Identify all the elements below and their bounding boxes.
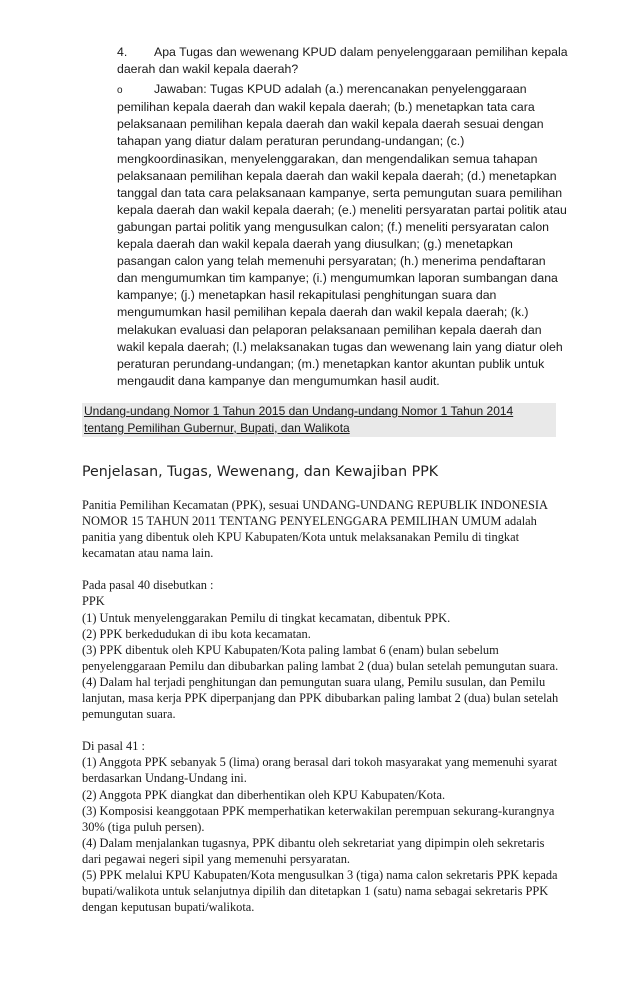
list-item: (2) Anggota PPK diangkat dan diberhentikan oleh KPU Kabupaten/Kota. xyxy=(82,787,446,802)
question xyxy=(117,44,569,78)
pasal40-title: Pada pasal 40 disebutkan : xyxy=(82,578,214,593)
answer-text: Jawaban: Tugas KPUD adalah (a.) merencanakan penyelenggaraan pemilihan kepala daerah dan wakil kepala daerah; (b.) menetapkan tata cara pelaksanaan pemilihan kepala daerah dan wakil kepala daerah sesuai dengan tahapan yang diatur dalam peraturan perundang-undangan; (c.) mengkoordinasikan, menyelenggarakan, dan mengendalikan semua tahapan pelaksanaan pemilihan kepala daerah dan wakil kepala daerah; (d.) menetapkan tanggal dan tata cara pelaksanaan kampanye, serta pemungutan suara pemilihan kepala daerah dan wakil kepala daerah; (e.) meneliti persyaratan partai politik atau gabungan partai politik yang mengusulkan calon; (f.) meneliti persyaratan calon kepala daerah dan wakil kepala daerah yang diusulkan; (g.) menetapkan pasangan calon yang telah memenuhi persyaratan; (h.) menerima pendaftaran dan mengumumkan tim kampanye; (i.) mengumumkan laporan sumbangan dana kampanye; (j.) menetapkan hasil rekapitulasi penghitungan suara dan mengumumkan hasil pemilihan kepala daerah dan wakil kepala daerah; (k.) melakukan evaluasi dan pelaporan pelaksanaan pemilihan kepala daerah dan wakil kepala daerah; (l.) melaksanakan tugas dan wewenang lain yang diatur oleh peraturan perundang-undangan; (m.) menetapkan kantor akuntan publik untuk mengaudit dana kampanye dan mengumumkan hasil audit. xyxy=(117,82,567,388)
reference-text[interactable]: Undang-undang Nomor 1 Tahun 2015 dan Undang-undang Nomor 1 Tahun 2014 tentang Pemilihan Gubernur, Bupati, dan Walikota xyxy=(84,404,514,435)
section-heading: Penjelasan, Tugas, Wewenang, dan Kewajiban PPK xyxy=(82,464,439,480)
list-item: (5) PPK melalui KPU Kabupaten/Kota mengusulkan 3 (tiga) nama calon sekretaris PPK kepada bupati/walikota untuk selanjutnya dipilih dan ditetapkan 1 (satu) nama sebagai sekretaris PPK dengan keputusan bupati/walikota. xyxy=(82,867,558,915)
list-item: (4) Dalam menjalankan tugasnya, PPK dibantu oleh sekretariat yang dipimpin oleh sekretaris dari pegawai negeri sipil yang memenuhi persyaratan. xyxy=(82,835,545,866)
question-text: Apa Tugas dan wewenang KPUD dalam penyelenggaraan pemilihan kepala daerah dan wakil kepala daerah? xyxy=(117,45,568,77)
list-item: (3) Komposisi keanggotaan PPK memperhatikan keterwakilan perempuan sekurang-kurangnya 30% (tiga puluh persen). xyxy=(82,803,555,834)
list-item: (1) Anggota PPK sebanyak 5 (lima) orang berasal dari tokoh masyarakat yang memenuhi syarat berdasarkan Undang-Undang ini. xyxy=(82,755,558,786)
answer xyxy=(117,81,569,390)
list-item: (4) Dalam hal terjadi penghitungan dan pemungutan suara ulang, Pemilu susulan, dan Pemilu lanjutan, masa kerja PPK diperpanjang dan PPK dibubarkan paling lambat 2 (dua) bulan setelah pemungutan suara. xyxy=(82,674,559,722)
list-item: (1) Untuk menyelenggarakan Pemilu di tingkat kecamatan, dibentuk PPK. xyxy=(82,610,451,625)
question-number: 4. xyxy=(117,45,128,59)
list-item: (2) PPK berkedudukan di ibu kota kecamatan. xyxy=(82,626,311,641)
bullet-icon: o xyxy=(117,85,123,97)
pasal40-subtitle: PPK xyxy=(82,594,105,609)
reference-link[interactable] xyxy=(82,403,556,437)
list-item: (3) PPK dibentuk oleh KPU Kabupaten/Kota paling lambat 6 (enam) bulan sebelum penyelenggaraan Pemilu dan dibubarkan paling lambat 2 (dua) bulan setelah pemungutan suara. xyxy=(82,642,559,673)
pasal41-title: Di pasal 41 : xyxy=(82,739,145,754)
intro-paragraph: Panitia Pemilihan Kecamatan (PPK), sesuai UNDANG-UNDANG REPUBLIK INDONESIA NOMOR 15 TAHUN 2011 TENTANG PENYELENGGARA PEMILIHAN UMUM adalah panitia yang dibentuk oleh KPU Kabupaten/Kota untuk melaksanakan Pemilu di tingkat kecamatan atau nama lain. xyxy=(82,498,548,561)
section-body xyxy=(82,497,564,915)
question-answer-block xyxy=(117,44,569,390)
